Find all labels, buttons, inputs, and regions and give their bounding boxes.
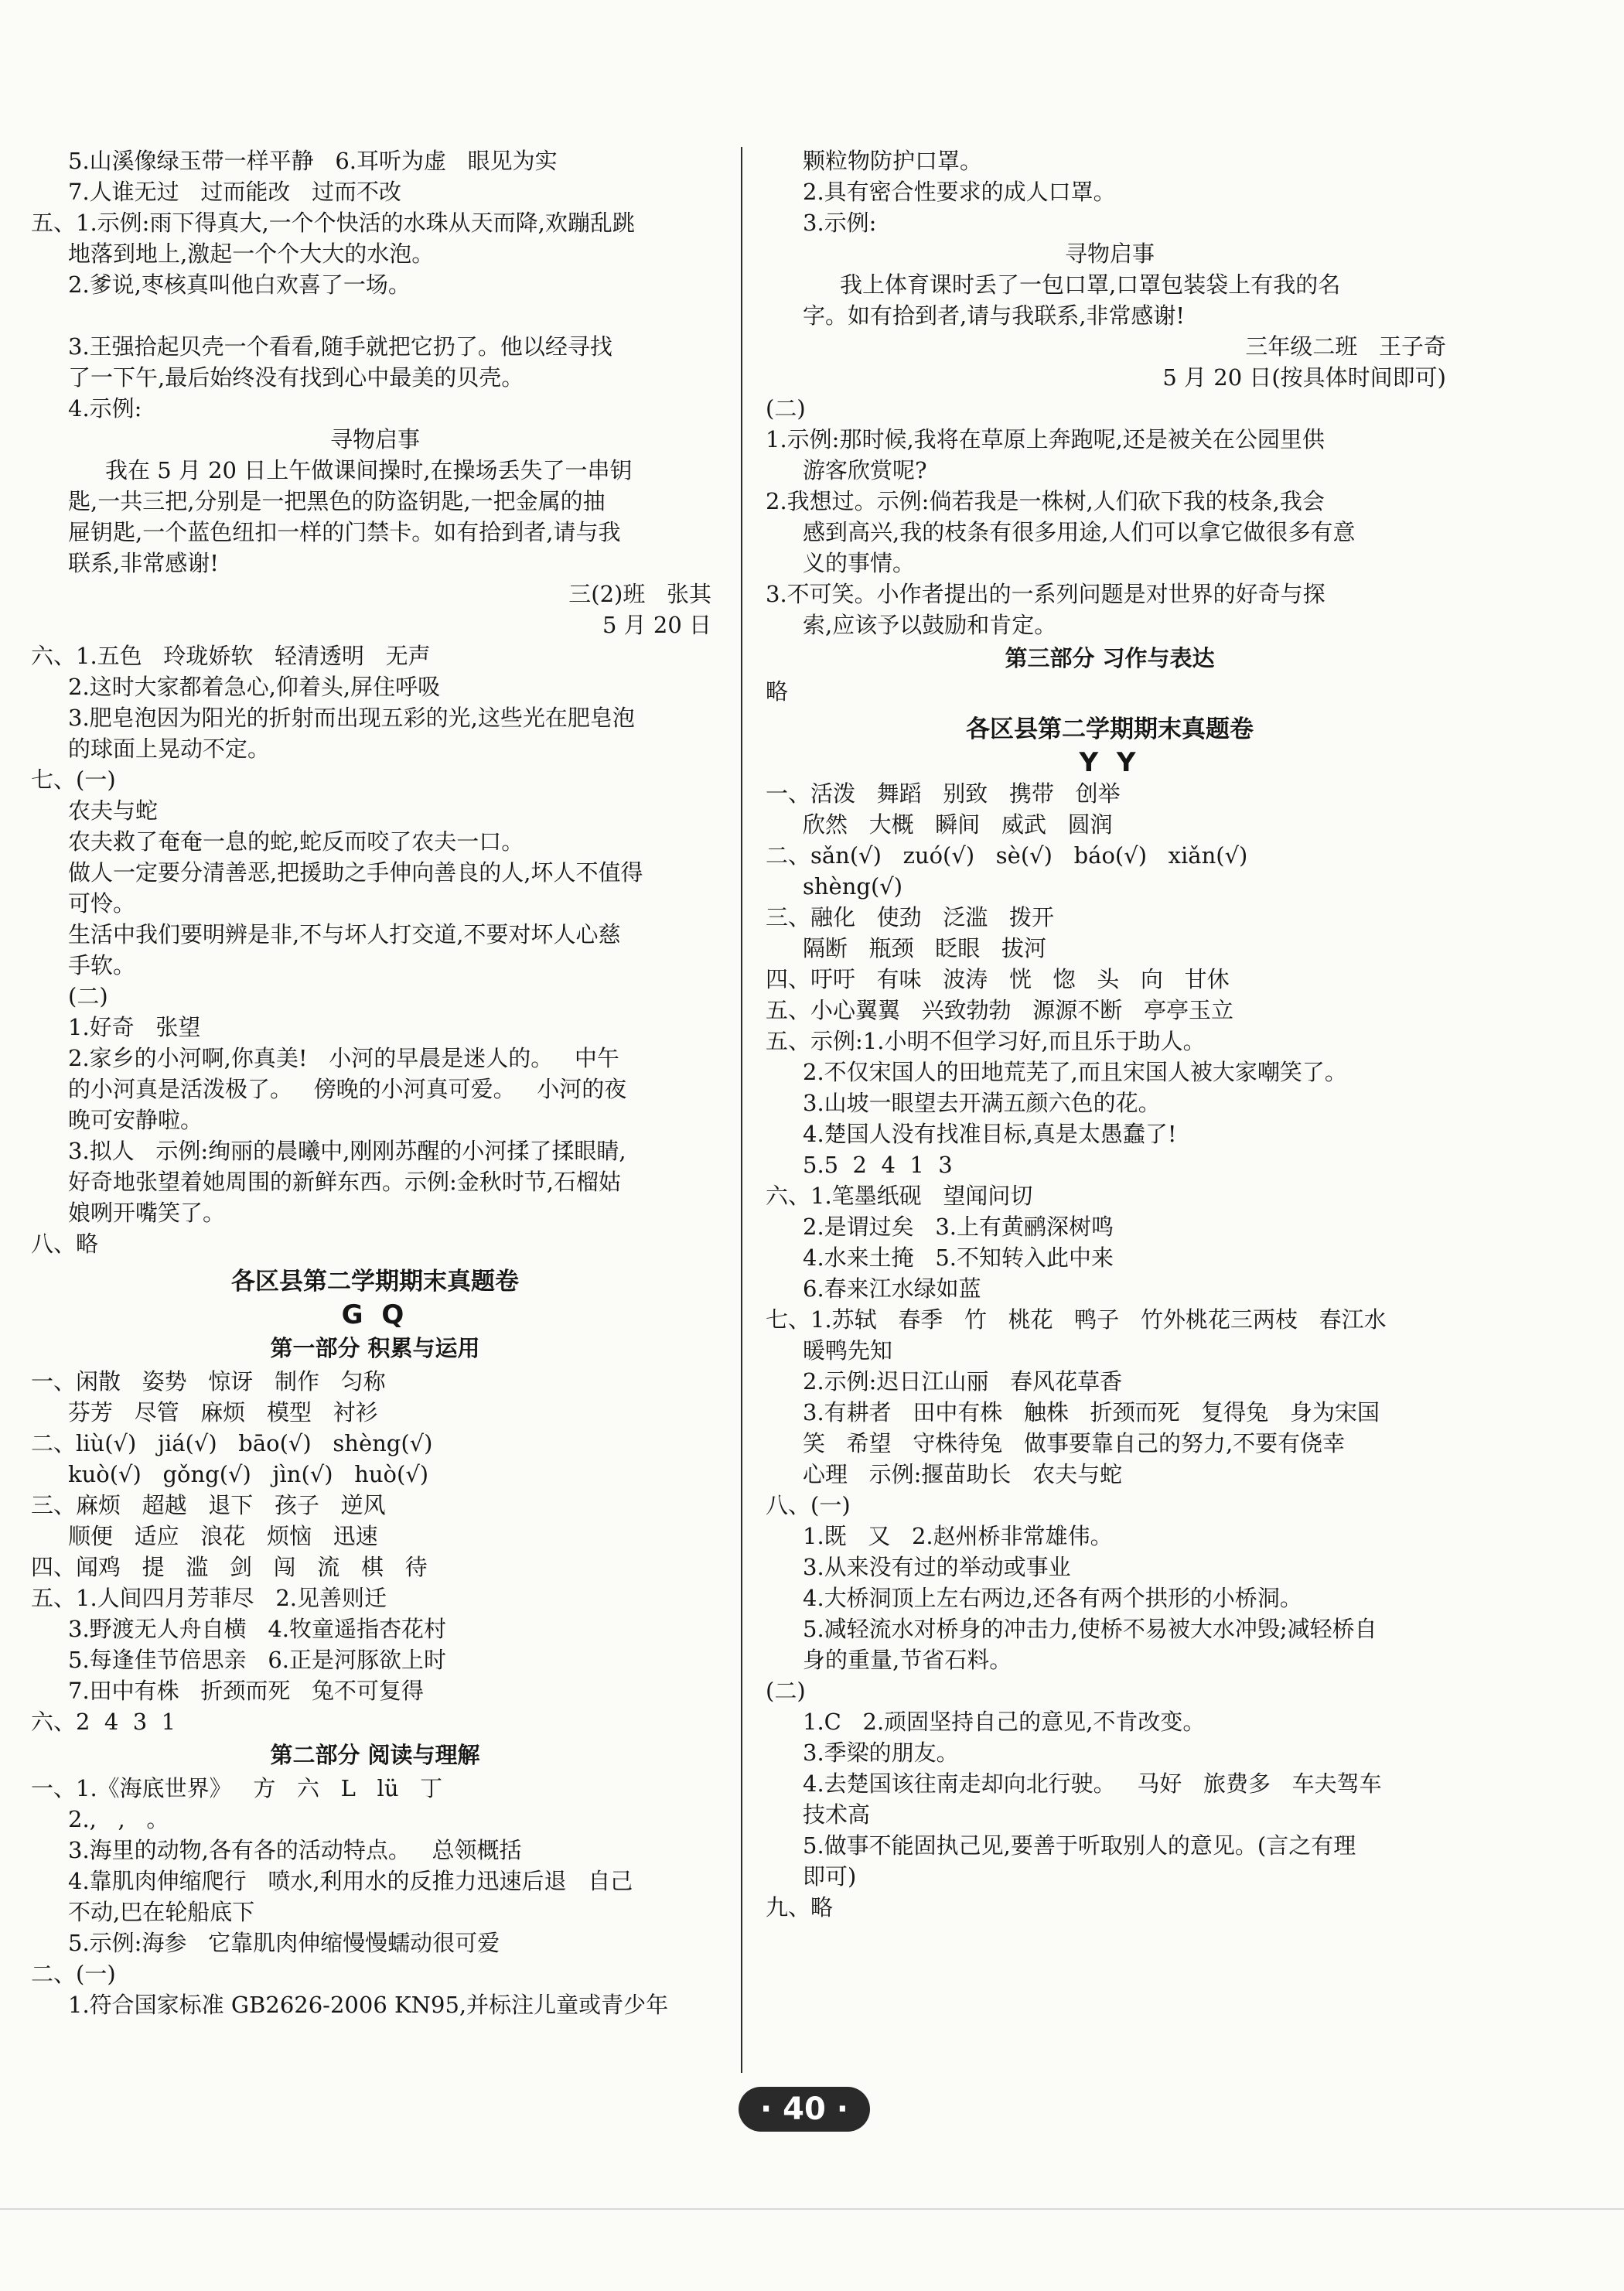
answer-line: 5.每逢佳节倍思亲 6.正是河豚欲上时 <box>68 1647 446 1673</box>
answer-line: 5 月 20 日(按具体时间即可) <box>1162 364 1446 391</box>
answer-line: 生活中我们要明辨是非,不与坏人打交道,不要对坏人心慈 <box>68 921 621 947</box>
answer-line: 的球面上晃动不定。 <box>68 736 271 762</box>
answer-line: 游客欣赏呢? <box>803 457 927 483</box>
answer-line: 不动,巴在轮船底下 <box>68 1899 255 1925</box>
answer-line: 1.示例:那时候,我将在草原上奔跑呢,还是被关在公园里供 <box>766 426 1325 452</box>
answer-line: 五、示例:1.小明不但学习好,而且乐于助人。 <box>766 1028 1206 1054</box>
answer-line: 三年级二班 王子奇 <box>1245 333 1446 360</box>
answer-line: 3.季梁的朋友。 <box>803 1740 959 1766</box>
part-title: 第三部分 习作与表达 <box>1005 645 1215 671</box>
column-divider <box>741 147 742 2073</box>
answer-line: 3.王强拾起贝壳一个看看,随手就把它扔了。他以经寻找 <box>68 333 612 360</box>
answer-line: 3.野渡无人舟自横 4.牧童遥指杏花村 <box>68 1616 446 1642</box>
answer-line: 五、1.人间四月芳菲尽 2.见善则迁 <box>31 1585 387 1611</box>
answer-line: 农夫与蛇 <box>68 797 159 824</box>
answer-line: 五、小心翼翼 兴致勃勃 源源不断 亭亭玉立 <box>766 997 1233 1023</box>
answer-line: 八、略 <box>31 1231 99 1257</box>
answer-line: 笑 希望 守株待兔 做事要靠自己的努力,不要有侥幸 <box>803 1430 1346 1456</box>
answer-line: 4.大桥洞顶上左右两边,还各有两个拱形的小桥洞。 <box>803 1585 1302 1611</box>
answer-line: 二、sǎn(√) zuó(√) sè(√) báo(√) xiǎn(√) <box>766 842 1248 869</box>
answer-line: 4.楚国人没有找准目标,真是太愚蠢了! <box>803 1121 1177 1147</box>
answer-line: 2., , 。 <box>68 1806 169 1832</box>
answer-line: 三(2)班 张其 <box>568 581 711 607</box>
answer-line: 的小河真是活泼极了。 傍晚的小河真可爱。 小河的夜 <box>68 1076 627 1102</box>
answer-line: 六、1.笔墨纸砚 望闻问切 <box>766 1183 1033 1209</box>
answer-line: 索,应该予以鼓励和肯定。 <box>803 612 1057 638</box>
footer-rule <box>0 2208 1624 2210</box>
answer-line: 七、(一) <box>31 767 116 793</box>
part-title: 第一部分 积累与运用 <box>270 1335 480 1361</box>
answer-line: shèng(√) <box>803 873 903 900</box>
answer-line: 了一下午,最后始终没有找到心中最美的贝壳。 <box>68 364 524 391</box>
answer-line: 寻物启事 <box>329 426 420 452</box>
answer-line: 2.这时大家都着急心,仰着头,屏住呼吸 <box>68 674 441 700</box>
answer-line: 可怜。 <box>68 890 136 917</box>
answer-line: 3.有耕者 田中有株 触株 折颈而死 复得兔 身为宋国 <box>803 1399 1380 1425</box>
section-heading: 各区县第二学期期末真题卷 <box>231 1268 519 1296</box>
answer-line: 4.水来土掩 5.不知转入此中来 <box>803 1245 1114 1271</box>
answer-line: 二、(一) <box>31 1961 116 1987</box>
answer-line: 7.人谁无过 过而能改 过而不改 <box>68 179 401 205</box>
answer-line: 三、麻烦 超越 退下 孩子 逆风 <box>31 1492 386 1518</box>
answer-line: 感到高兴,我的枝条有很多用途,人们可以拿它做很多有意 <box>803 519 1356 545</box>
answer-line: kuò(√) gǒng(√) jìn(√) huò(√) <box>68 1461 429 1487</box>
answer-line: 1.好奇 张望 <box>68 1014 201 1040</box>
answer-line: 芬芳 尽管 麻烦 模型 衬衫 <box>68 1399 378 1425</box>
answer-line: 一、1.《海底世界》 方 六 L lü 丁 <box>31 1775 443 1801</box>
answer-line: 1.C 2.顽固坚持自己的意见,不肯改变。 <box>803 1709 1206 1735</box>
answer-line: 2.爹说,枣核真叫他白欢喜了一场。 <box>68 271 411 298</box>
answer-line: 5.示例:海参 它靠肌肉伸缩慢慢蠕动很可爱 <box>68 1930 500 1956</box>
answer-line: 2.是谓过矣 3.上有黄鹂深树鸣 <box>803 1214 1114 1240</box>
answer-line: 地落到地上,激起一个个大大的水泡。 <box>68 241 435 267</box>
answer-line: 3.从来没有过的举动或事业 <box>803 1554 1071 1580</box>
section-heading: 各区县第二学期期末真题卷 <box>966 715 1254 743</box>
page-number: · 40 · <box>739 2087 870 2132</box>
right-column <box>766 145 1454 1923</box>
answer-line: 一、闲散 姿势 惊讶 制作 匀称 <box>31 1368 386 1395</box>
answer-line: 欣然 大概 瞬间 威武 圆润 <box>803 811 1113 838</box>
answer-line: 2.不仅宋国人的田地荒芜了,而且宋国人被大家嘲笑了。 <box>803 1059 1347 1085</box>
answer-line: 四、闻鸡 提 滥 剑 闯 流 棋 待 <box>31 1554 428 1580</box>
answer-line: 八、(一) <box>766 1492 851 1518</box>
answer-line: (二) <box>766 1678 806 1704</box>
answer-line: 六、1.五色 玲珑娇软 轻清透明 无声 <box>31 643 431 669</box>
answer-line: 手软。 <box>68 952 136 978</box>
answer-line: 娘咧开嘴笑了。 <box>68 1200 226 1226</box>
answer-line: (二) <box>68 983 108 1009</box>
answer-line: 屉钥匙,一个蓝色纽扣一样的门禁卡。如有拾到者,请与我 <box>68 519 621 545</box>
answer-line: 5.减轻流水对桥身的冲击力,使桥不易被大水冲毁;减轻桥自 <box>803 1616 1377 1642</box>
answer-line: 义的事情。 <box>803 550 916 576</box>
answer-line: 我上体育课时丢了一包口罩,口罩包装袋上有我的名 <box>840 271 1341 298</box>
answer-line: 心理 示例:揠苗助长 农夫与蛇 <box>803 1461 1123 1487</box>
answer-line: 农夫救了奄奄一息的蛇,蛇反而咬了农夫一口。 <box>68 828 524 855</box>
answer-line: 3.示例: <box>803 210 877 236</box>
answer-line: 2.具有密合性要求的成人口罩。 <box>803 179 1116 205</box>
answer-line: 匙,一共三把,分别是一把黑色的防盗钥匙,一把金属的抽 <box>68 488 606 514</box>
answer-line: 略 <box>766 678 789 705</box>
answer-line: 2.家乡的小河啊,你真美! 小河的早晨是迷人的。 中午 <box>68 1045 619 1071</box>
answer-line: 3.不可笑。小作者提出的一系列问题是对世界的好奇与探 <box>766 581 1325 607</box>
answer-line: 4.靠肌肉伸缩爬行 喷水,利用水的反推力迅速后退 自己 <box>68 1868 633 1894</box>
answer-line: 隔断 瓶颈 眨眼 拔河 <box>803 935 1046 961</box>
answer-line: 1.符合国家标准 GB2626-2006 KN95,并标注儿童或青少年 <box>68 1992 669 2018</box>
answer-line: 5 月 20 日 <box>602 612 711 638</box>
answer-line: 字。如有拾到者,请与我联系,非常感谢! <box>803 302 1186 329</box>
answer-line: 3.海里的动物,各有各的活动特点。 总领概括 <box>68 1837 522 1863</box>
left-column <box>31 145 719 2020</box>
answer-line: 三、融化 使劲 泛滥 拨开 <box>766 904 1054 930</box>
answer-line: 3.山坡一眼望去开满五颜六色的花。 <box>803 1090 1161 1116</box>
answer-line: 做人一定要分清善恶,把援助之手伸向善良的人,坏人不值得 <box>68 859 643 886</box>
answer-line: 5.5 2 4 1 3 <box>803 1152 953 1178</box>
answer-line: 九、略 <box>766 1894 834 1921</box>
answer-line: 5.做事不能固执己见,要善于听取别人的意见。(言之有理 <box>803 1832 1356 1859</box>
answer-line <box>31 300 719 331</box>
answer-line: 2.我想过。示例:倘若我是一株树,人们砍下我的枝条,我会 <box>766 488 1325 514</box>
answer-line: 2.示例:迟日江山丽 春风花草香 <box>803 1368 1123 1395</box>
answer-line: 1.既 又 2.赵州桥非常雄伟。 <box>803 1523 1113 1549</box>
answer-line: (二) <box>766 395 806 422</box>
answer-line: 联系,非常感谢! <box>68 550 219 576</box>
answer-line: 暖鸭先知 <box>803 1337 893 1364</box>
answer-line: 技术高 <box>803 1801 871 1828</box>
answer-line: 即可) <box>803 1863 857 1890</box>
exam-code: G Q <box>341 1299 409 1330</box>
exam-code: Y Y <box>1079 747 1141 778</box>
answer-line: 四、吁吁 有味 波涛 恍 惚 头 向 甘休 <box>766 966 1230 992</box>
answer-line: 3.拟人 示例:绚丽的晨曦中,刚刚苏醒的小河揉了揉眼睛, <box>68 1138 626 1164</box>
answer-line: 一、活泼 舞蹈 别致 携带 创举 <box>766 780 1121 807</box>
answer-line: 身的重量,节省石料。 <box>803 1647 1012 1673</box>
answer-line: 七、1.苏轼 春季 竹 桃花 鸭子 竹外桃花三两枝 春江水 <box>766 1306 1387 1333</box>
answer-line: 4.示例: <box>68 395 142 422</box>
part-title: 第二部分 阅读与理解 <box>270 1742 480 1768</box>
answer-line: 二、liù(√) jiá(√) bāo(√) shèng(√) <box>31 1430 433 1456</box>
answer-line: 寻物启事 <box>1064 241 1155 267</box>
answer-line: 顺便 适应 浪花 烦恼 迅速 <box>68 1523 378 1549</box>
answer-line: 六、2 4 3 1 <box>31 1709 176 1735</box>
answer-line: 3.肥皂泡因为阳光的折射而出现五彩的光,这些光在肥皂泡 <box>68 705 635 731</box>
answer-line: 6.春来江水绿如蓝 <box>803 1275 981 1302</box>
answer-line: 7.田中有株 折颈而死 兔不可复得 <box>68 1678 424 1704</box>
answer-line: 颗粒物防护口罩。 <box>803 148 983 174</box>
answer-line: 4.去楚国该往南走却向北行驶。 马好 旅费多 车夫驾车 <box>803 1770 1382 1797</box>
answer-line: 五、1.示例:雨下得真大,一个个快活的水珠从天而降,欢蹦乱跳 <box>31 210 635 236</box>
answer-line: 晚可安静啦。 <box>68 1107 203 1133</box>
answer-line: 好奇地张望着她周围的新鲜东西。示例:金秋时节,石榴姑 <box>68 1169 621 1195</box>
answer-line: 我在 5 月 20 日上午做课间操时,在操场丢失了一串钥 <box>105 457 633 483</box>
answer-line: 5.山溪像绿玉带一样平静 6.耳听为虚 眼见为实 <box>68 148 558 174</box>
